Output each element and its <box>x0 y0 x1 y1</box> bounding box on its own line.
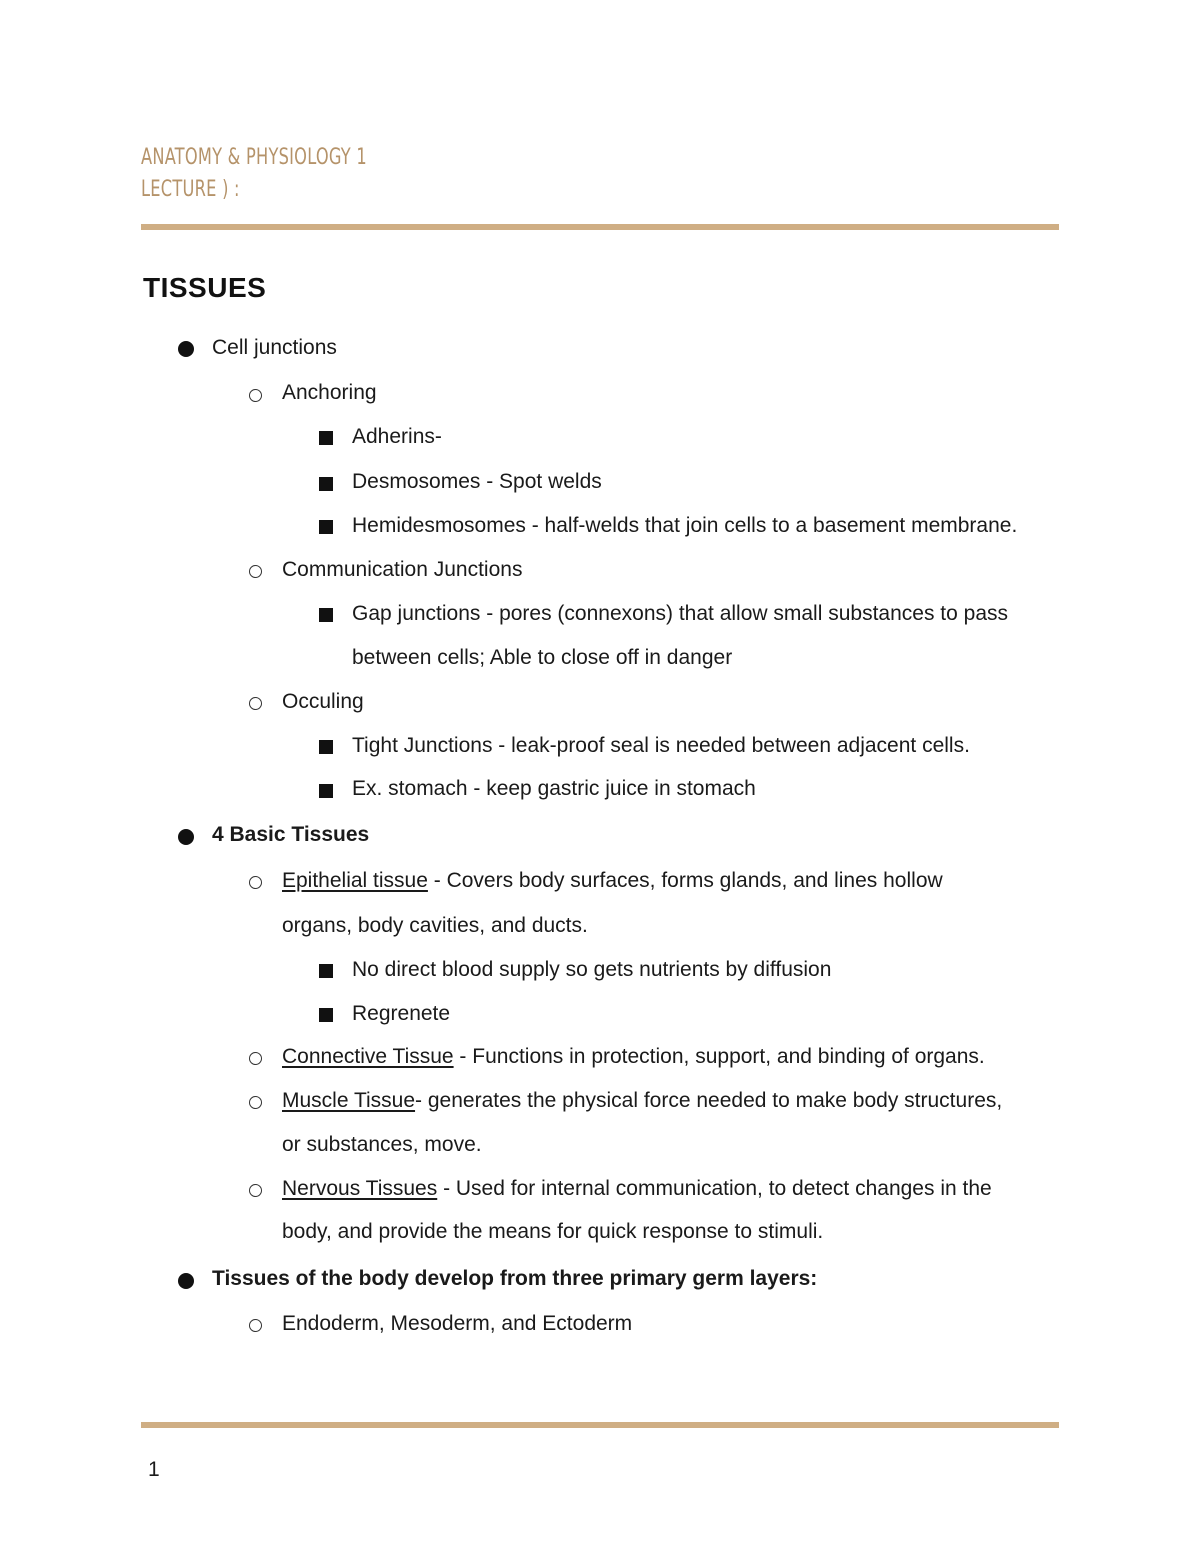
definition-text: - generates the physical force needed to make body structures, <box>415 1089 1003 1112</box>
list-item-continuation: or substances, move. <box>282 1133 482 1156</box>
circle-bullet-icon <box>249 389 262 402</box>
course-title: ANATOMY & PHYSIOLOGY 1 <box>141 145 367 170</box>
list-item: Cell junctions <box>212 336 337 359</box>
list-item: Desmosomes - Spot welds <box>352 470 602 493</box>
disc-bullet-icon <box>178 829 194 845</box>
list-item: 4 Basic Tissues <box>212 823 370 846</box>
list-item-continuation: organs, body cavities, and ducts. <box>282 914 588 937</box>
list-item: Communication Junctions <box>282 558 523 581</box>
square-bullet-icon <box>319 1008 333 1022</box>
list-item: Regrenete <box>352 1002 451 1025</box>
list-item <box>282 1088 1002 1114</box>
list-item <box>282 1044 985 1070</box>
definition-text: - Used for internal communication, to detect changes in the <box>437 1177 992 1200</box>
lecture-label: LECTURE ) : <box>141 177 240 202</box>
circle-bullet-icon <box>249 697 262 710</box>
circle-bullet-icon <box>249 1184 262 1197</box>
list-item: Tissues of the body develop from three primary germ layers: <box>212 1267 818 1290</box>
term-nervous-tissues: Nervous Tissues <box>282 1177 438 1200</box>
term-muscle-tissue: Muscle Tissue <box>282 1089 416 1112</box>
list-item: Anchoring <box>282 381 377 404</box>
definition-text: - Covers body surfaces, forms glands, and lines hollow <box>427 869 943 892</box>
list-item: Adherins- <box>352 425 442 448</box>
list-item: Gap junctions - pores (connexons) that allow small substances to pass <box>352 602 1008 625</box>
list-item-continuation: body, and provide the means for quick response to stimuli. <box>282 1220 824 1243</box>
term-connective-tissue: Connective Tissue <box>282 1045 454 1068</box>
list-item: Endoderm, Mesoderm, and Ectoderm <box>282 1312 633 1335</box>
list-item-continuation: between cells; Able to close off in danger <box>352 646 733 669</box>
footer-divider <box>141 1422 1059 1428</box>
square-bullet-icon <box>319 964 333 978</box>
square-bullet-icon <box>319 784 333 798</box>
circle-bullet-icon <box>249 565 262 578</box>
circle-bullet-icon <box>249 1319 262 1332</box>
list-item: Occuling <box>282 690 364 713</box>
list-item <box>282 1176 992 1202</box>
header-divider <box>141 224 1059 230</box>
page-number: 1 <box>148 1458 160 1481</box>
list-item: No direct blood supply so gets nutrients by diffusion <box>352 958 832 981</box>
list-item: Ex. stomach - keep gastric juice in stomach <box>352 777 756 800</box>
list-item: Tight Junctions - leak-proof seal is needed between adjacent cells. <box>352 734 970 757</box>
list-item: Hemidesmosomes - half-welds that join cells to a basement membrane. <box>352 514 1018 537</box>
list-item <box>282 868 943 894</box>
circle-bullet-icon <box>249 1096 262 1109</box>
circle-bullet-icon <box>249 1052 262 1065</box>
term-epithelial-tissue: Epithelial tissue <box>282 869 428 892</box>
square-bullet-icon <box>319 608 333 622</box>
square-bullet-icon <box>319 520 333 534</box>
definition-text: - Functions in protection, support, and binding of organs. <box>453 1045 985 1068</box>
section-title: TISSUES <box>143 272 267 303</box>
square-bullet-icon <box>319 431 333 445</box>
square-bullet-icon <box>319 477 333 491</box>
disc-bullet-icon <box>178 341 194 357</box>
page-header <box>141 142 367 206</box>
circle-bullet-icon <box>249 876 262 889</box>
square-bullet-icon <box>319 740 333 754</box>
disc-bullet-icon <box>178 1273 194 1289</box>
